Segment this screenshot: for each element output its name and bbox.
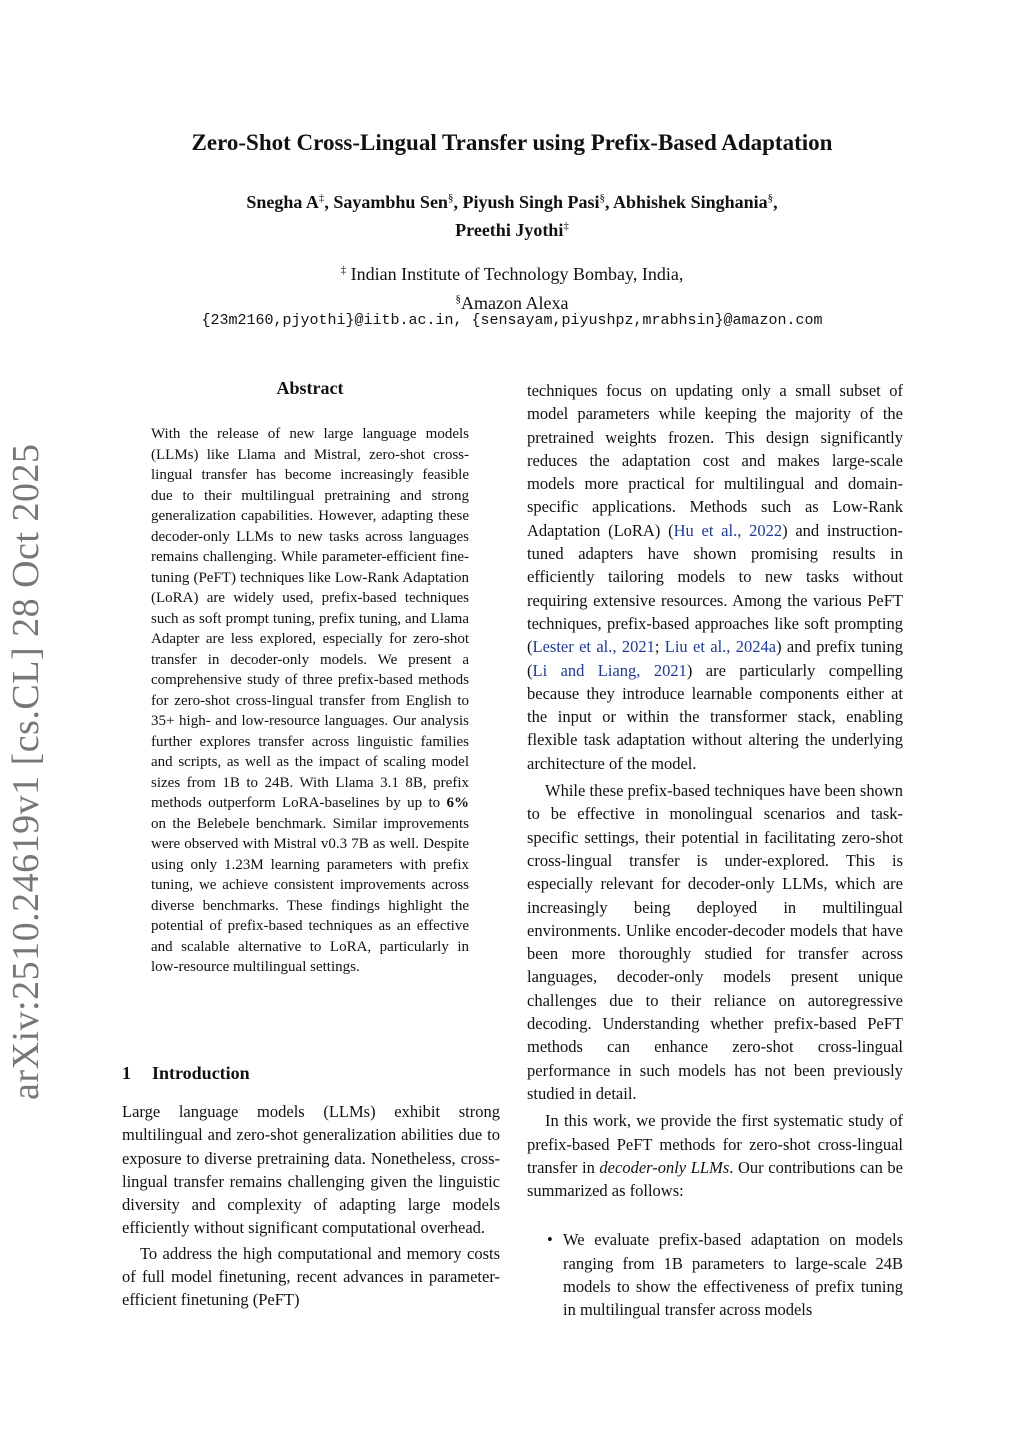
paragraph-text: ) are particularly compelling because they introduce learnable components either at the input or within the transformer stack, enabling flexible task adaptation without altering the underlying architecture of the model. [527,660,903,773]
author-name: Snegha A [246,192,319,212]
author-separator: , [324,192,334,212]
abstract-heading: Abstract [276,378,344,398]
author-separator: , [605,192,614,212]
list-item [527,1228,903,1321]
paragraph-text: In this work, we provide the first systematic study of prefix-based PeFT methods for zero-shot cross-lingual transfer in [527,1111,903,1177]
abstract-highlight: 6% [446,795,469,811]
affiliation-marker: ‡ [318,192,325,204]
affiliation-marker: § [599,192,606,204]
right-column [527,379,903,1322]
contribution-list [527,1228,903,1321]
affiliation-line [0,258,1024,287]
paragraph-text: ) and prefix tuning ( [527,637,903,680]
section-number: 1 [122,1063,131,1083]
author-name: Sayambhu Sen [333,192,448,212]
abstract-body [151,424,469,978]
abstract-text: With the release of new large language models (LLMs) like Llama and Mistral, zero-shot cross-lingual transfer has become increasingly feasible due to their multilingual pretraining and strong generalization capabilities. However, adapting these decoder-only LLMs to new tasks across languages remains challenging. While parameter-efficient fine-tuning (PeFT) techniques like Low-Rank Adaptation (LoRA) are widely used, prefix-based techniques such as soft prompt tuning, prefix tuning, and Llama Adapter are less explored, especially for zero-shot transfer in decoder-only models. We present a comprehensive study of three prefix-based methods for zero-shot cross-lingual transfer from English to 35+ high- and low-resource languages. Our analysis further explores transfer across linguistic families and scripts, as well as the impact of scaling model sizes from 1B to 24B. With Llama 3.1 8B, prefix methods outperform LoRA-baselines by up to [151,426,469,811]
paragraph-text: techniques focus on updating only a small subset of model parameters while keeping the majority of the pretrained weights frozen. This design significantly reduces the adaptation cost and makes large-scale models more practical for multilingual and domain-specific applications. Methods such as Low-Rank Adaptation (LoRA) ( [527,381,903,540]
author-separator: , [453,192,463,212]
citation-link[interactable]: Liu et al., 2024a [664,637,777,657]
paragraph [527,1109,903,1202]
section-heading-introduction [122,1063,502,1084]
bullet-icon: • [547,1230,553,1250]
author-name: Preethi Jyothi [455,220,564,240]
citation-link[interactable]: Lester et al., 2021 [532,637,655,657]
affiliation-name: Amazon Alexa [461,293,569,313]
citation-link[interactable]: Li and Liang, 2021 [532,660,687,680]
author-name: Abhishek Singhania [613,192,768,212]
affiliation-marker: § [447,192,454,204]
paragraph-text: ) and instruction-tuned adapters have shown promising results in efficiently tailoring models to new tasks without requiring extensive resources. Among the various PeFT techniques, prefix-based approaches like soft prompting ( [527,520,904,657]
affiliation-marker: ‡ [340,264,347,276]
affiliations [0,258,1024,316]
author-name: Piyush Singh Pasi [462,192,600,212]
paragraph-text: ; [654,637,665,657]
affiliation-marker: § [767,192,774,204]
paragraph [527,379,903,775]
paragraph: Large language models (LLMs) exhibit strong multilingual and zero-shot generalization abilities due to exposure to diverse pretraining data. Nonetheless, cross-lingual transfer remains challenging given the linguistic diversity and complexity of adapting large models efficiently without significant computational overhead. [122,1102,500,1238]
affiliation-name: Indian Institute of Technology Bombay, India, [346,264,684,284]
list-item-text: We evaluate prefix-based adaptation on models ranging from 1B parameters to large-scale 24B models to show the effectiveness of prefix tuning in multilingual transfer across models [563,1230,903,1320]
paragraph: To address the high computational and memory costs of full model finetuning, recent advances in parameter-efficient finetuning (PeFT) [122,1243,500,1310]
left-column [122,1100,500,1312]
paper-title: Zero-Shot Cross-Lingual Transfer using Prefix-Based Adaptation [191,130,833,155]
paragraph: While these prefix-based techniques have been shown to be effective in monolingual scenarios and task-specific settings, their potential in facilitating zero-shot cross-lingual transfer is under-explored. This is especially relevant for decoder-only LLMs, which are increasingly being deployed in multilingual environments. Unlike encoder-decoder models that have been more thoroughly studied for transfer across languages, decoder-only models present unique challenges due to their reliance on autoregressive decoding. Understanding whether prefix-based PeFT methods can enhance zero-shot cross-lingual performance in such models has not been previously studied in detail. [527,781,903,1103]
citation-link[interactable]: Hu et al., 2022 [673,520,783,540]
abstract-text: on the Belebele benchmark. Similar improvements were observed with Mistral v0.3 7B as well. Despite using only 1.23M learning parameters with prefix tuning, we achieve consistent improvements across diverse benchmarks. These findings highlight the potential of prefix-based techniques as an effective and scalable alternative to LoRA, particularly in low-resource multilingual settings. [151,815,469,975]
paragraph-text: . Our contributions can be summarized as follows: [527,1157,903,1201]
affiliation-marker: § [455,293,462,305]
emphasis-text: decoder-only LLMs [599,1157,730,1177]
author-emails: {23m2160,pjyothi}@iitb.ac.in, {sensayam,piyushpz,mrabhsin}@amazon.com [201,312,823,329]
arxiv-identifier: arXiv:2510.24619v1 [cs.CL] 28 Oct 2025 [5,443,47,1100]
author-list: Snegha A‡, Sayambhu Sen§, Piyush Singh Pasi§, Abhishek Singhania§, Preethi Jyothi‡ [246,192,778,240]
affiliation-marker: ‡ [563,220,569,232]
section-title: Introduction [152,1063,250,1083]
